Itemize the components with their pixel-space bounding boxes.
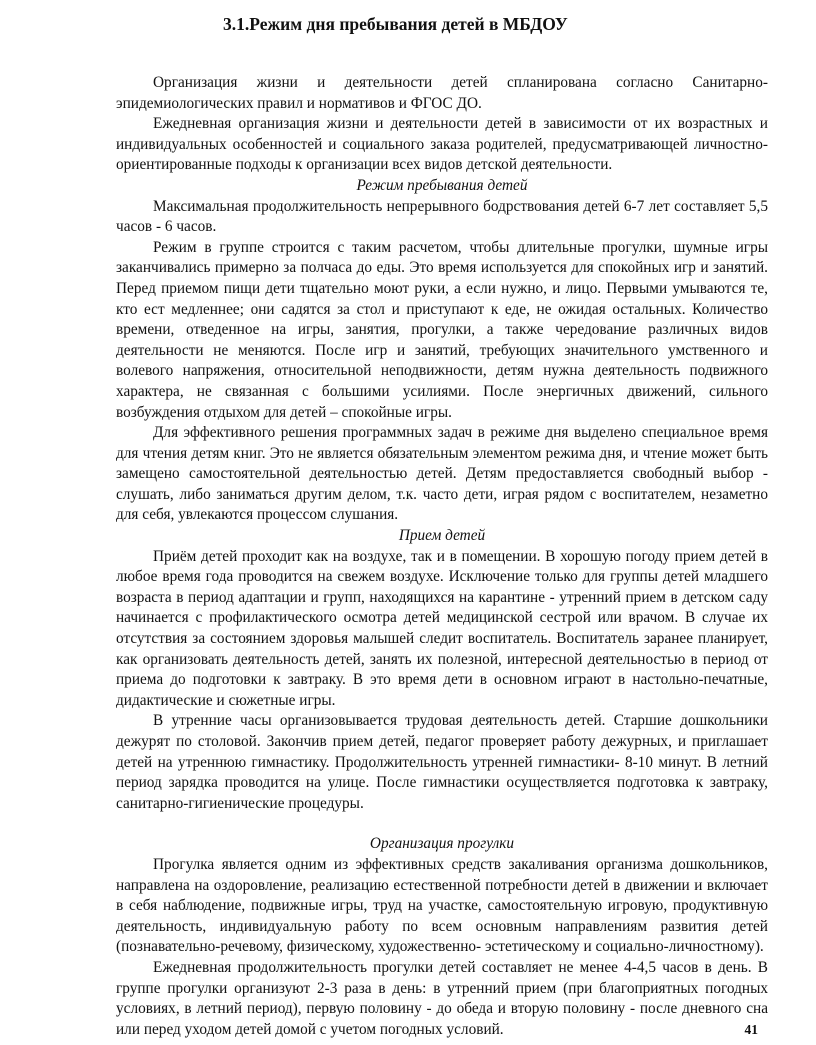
intro-paragraph: Ежедневная организация жизни и деятельности детей в зависимости от их возрастных и индивидуальных особенностей и социального заказа родителей, предусматривающей личностно-ориентированные подходы к организации всех видов детской деятельности. [116, 115, 768, 174]
paragraph: Прогулка является одним из эффективных средств закаливания организма дошкольников, направлена на оздоровление, реализацию естественной потребности детей в движении и включает в себя наблюдение, подвижные игры, труд на участке, самостоятельную игровую, продуктивную деятельность, индивидуальную работу по всем основным направлениям развития детей (познавательно-речевому, физическому, художественно- эстетическому и социально-личностному). [116, 855, 768, 956]
paragraph: Режим в группе строится с таким расчетом, чтобы длительные прогулки, шумные игры заканчивались примерно за полчаса до еды. Это время используется для спокойных игр и занятий. Перед приемом пищи дети тщательно моют руки, а если нужно, и лицо. Первыми умываются те, кто ест медленнее; они садятся за стол и приступают к еде, не ожидая остальных. Количество времени, отведенное на игры, занятия, прогулки, а также чередование различных видов деятельности не меняются. После игр и занятий, требующих значительного умственного и волевого напряжения, относительной неподвижности, детям нужна деятельность подвижного характера, не связанная с большими усилиями. После энергичных движений, сильного возбуждения отдыхом для детей – спокойные игры. [116, 238, 768, 421]
page-title: 3.1.Режим дня пребывания детей в МБДОУ [223, 14, 568, 34]
document-body [116, 73, 768, 1040]
paragraph: Приём детей проходит как на воздухе, так и в помещении. В хорошую погоду прием детей в любое время года проводится на свежем воздухе. Исключение только для группы детей младшего возраста в период адаптации и групп, находящихся на карантине - утренний прием в детском саду начинается с профилактического осмотра детей медицинской сестрой или врачом. В случае их отсутствия за состоянием здоровья малышей следит воспитатель. Воспитатель заранее планирует, как организовать деятельность детей, занять их полезной, интересной деятельностью в период от приема до подготовки к завтраку. В это время дети в основном играют в настольно-печатные, дидактические и сюжетные игры. [116, 547, 768, 709]
paragraph: Для эффективного решения программных задач в режиме дня выделено специальное время для чтения детям книг. Это не является обязательным элементом режима дня, и чтение может быть замещено самостоятельной деятельностью детей. Детям предоставляется свободный выбор - слушать, либо заниматься другим делом, т.к. часто дети, играя рядом с воспитателем, незаметно для себя, увлекаются процессом слушания. [116, 424, 768, 524]
section-heading-mode: Режим пребывания детей [356, 176, 528, 194]
section-heading-reception: Прием детей [398, 527, 486, 545]
section-heading-walk: Организация прогулки [369, 835, 515, 853]
intro-paragraph: Организация жизни и деятельности детей спланирована согласно Санитарно-эпидемиологических правил и нормативов и ФГОС ДО. [116, 74, 768, 112]
paragraph: В утренние часы организовывается трудовая деятельность детей. Старшие дошкольники дежурят по столовой. Закончив прием детей, педагог проверяет работу дежурных, и приглашает детей на утреннюю гимнастику. Продолжительность утренней гимнастики- 8-10 минут. В летний период зарядка проводится на улице. После гимнастики осуществляется подготовка к завтраку, санитарно-гигиенические процедуры. [116, 712, 768, 812]
page-number: 41 [744, 1022, 758, 1037]
paragraph: Ежедневная продолжительность прогулки детей составляет не менее 4-4,5 часов в день. В группе прогулки организуют 2-3 раза в день: в утренний прием (при благоприятных погодных условиях, в летний период), первую половину - до обеда и вторую половину - после дневного сна или перед уходом детей домой с учетом погодных условий. [116, 958, 768, 1038]
paragraph: Максимальная продолжительность непрерывного бодрствования детей 6-7 лет составляет 5,5 часов - 6 часов. [116, 197, 768, 236]
